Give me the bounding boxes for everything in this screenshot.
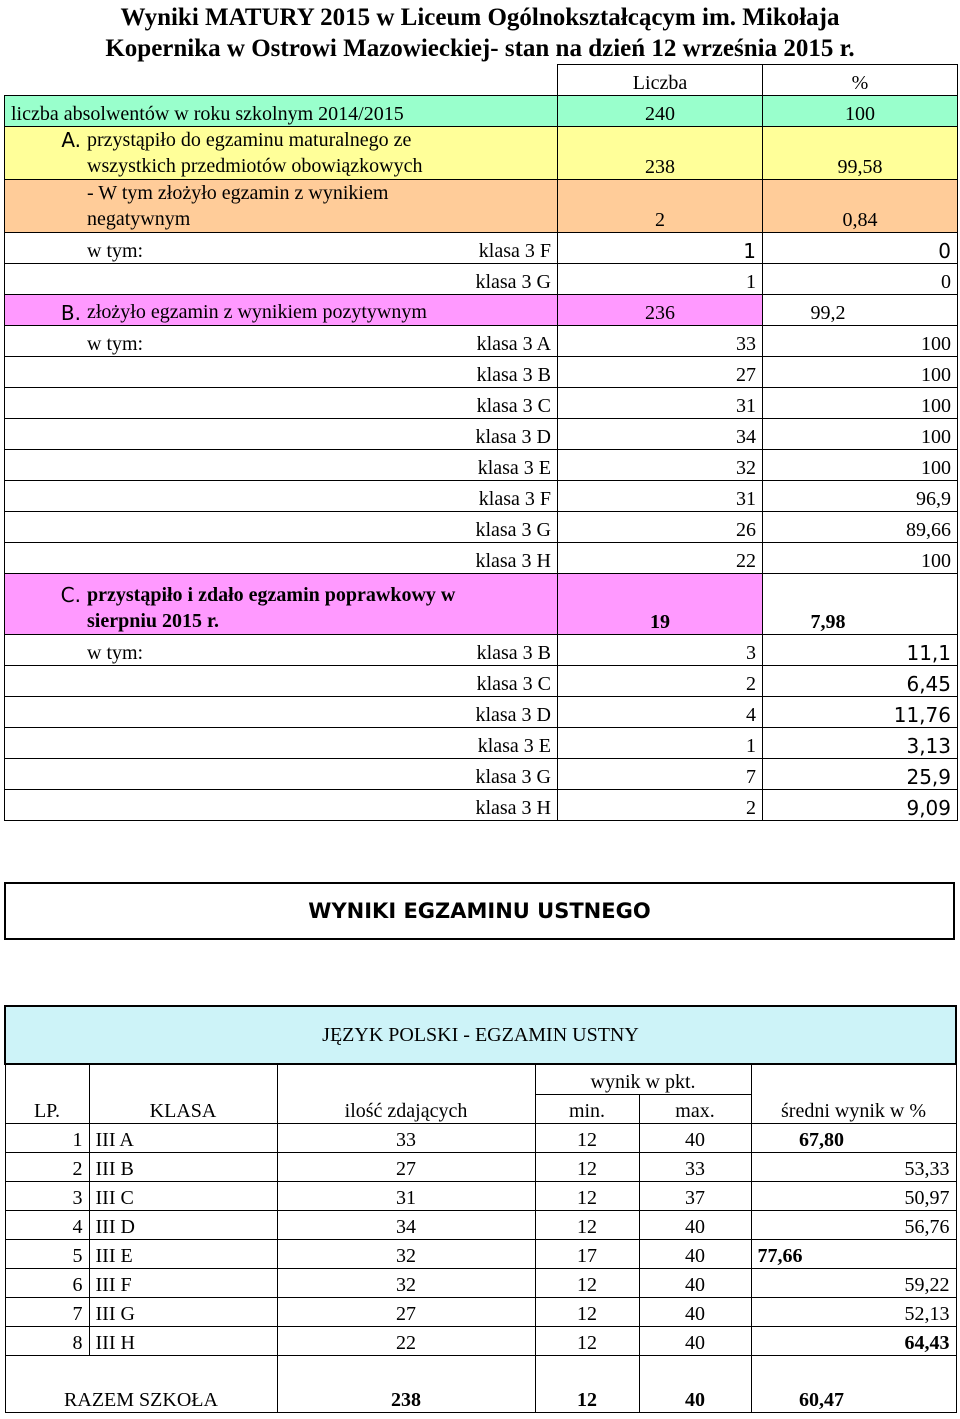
klasa-liczba: 2 bbox=[558, 666, 763, 697]
ilosc-cell: 32 bbox=[277, 1269, 535, 1298]
header-wynik: wynik w pkt. bbox=[535, 1064, 751, 1094]
klasa-cell: III F bbox=[89, 1269, 277, 1298]
sredni-cell: 50,97 bbox=[751, 1182, 956, 1211]
min-cell: 12 bbox=[535, 1182, 639, 1211]
lp-cell: 1 bbox=[5, 1124, 89, 1153]
min-cell: 17 bbox=[535, 1240, 639, 1269]
total-label: RAZEM SZKOŁA bbox=[5, 1356, 277, 1413]
max-cell: 37 bbox=[639, 1182, 751, 1211]
klasa-cell: III H bbox=[89, 1327, 277, 1356]
section-a-label: przystąpiło do egzaminu maturalnego ze wszystkich przedmiotów obowiązkowych bbox=[87, 129, 423, 177]
sredni-cell: 52,13 bbox=[751, 1298, 956, 1327]
sredni-cell: 77,66 bbox=[751, 1240, 956, 1269]
klasa-label: klasa 3 D bbox=[5, 697, 558, 728]
klasa-pct: 89,66 bbox=[763, 512, 958, 543]
pozytywny-class-row bbox=[5, 326, 958, 357]
klasa-liczba: 7 bbox=[558, 759, 763, 790]
klasa-pct: 100 bbox=[763, 419, 958, 450]
header-min: min. bbox=[535, 1094, 639, 1124]
sredni-cell: 59,22 bbox=[751, 1269, 956, 1298]
absolwenci-row bbox=[5, 96, 958, 127]
ilosc-cell: 34 bbox=[277, 1211, 535, 1240]
klasa-cell: III G bbox=[89, 1298, 277, 1327]
klasa-label: klasa 3 F bbox=[5, 481, 558, 512]
klasa-liczba: 26 bbox=[558, 512, 763, 543]
poprawkowy-class-row bbox=[5, 666, 958, 697]
poprawkowy-class-row bbox=[5, 790, 958, 821]
klasa-label: klasa 3 H bbox=[5, 790, 558, 821]
total-ilosc: 238 bbox=[277, 1356, 535, 1413]
lp-cell: 2 bbox=[5, 1153, 89, 1182]
klasa-pct: 6,45 bbox=[763, 666, 958, 697]
oral-row bbox=[5, 1327, 956, 1356]
section-b-row bbox=[5, 295, 958, 326]
header-lp: LP. bbox=[5, 1064, 89, 1124]
lp-cell: 7 bbox=[5, 1298, 89, 1327]
lp-cell: 6 bbox=[5, 1269, 89, 1298]
ilosc-cell: 31 bbox=[277, 1182, 535, 1211]
klasa-pct: 0 bbox=[763, 233, 958, 264]
klasa-label: klasa 3 G bbox=[5, 512, 558, 543]
klasa-liczba: 4 bbox=[558, 697, 763, 728]
negatywny-class-row bbox=[5, 264, 958, 295]
poprawkowy-class-row bbox=[5, 697, 958, 728]
klasa-label: klasa 3 B bbox=[5, 357, 558, 388]
klasa-liczba: 1 bbox=[558, 728, 763, 759]
section-a-marker: A. bbox=[61, 128, 81, 152]
klasa-liczba: 33 bbox=[558, 326, 763, 357]
header-pct: % bbox=[763, 65, 958, 96]
matura-summary-table bbox=[4, 64, 958, 821]
section-c-label: przystąpiło i zdało egzamin poprawkowy w sierpniu 2015 r. bbox=[87, 584, 456, 632]
klasa-pct: 9,09 bbox=[763, 790, 958, 821]
ilosc-cell: 32 bbox=[277, 1240, 535, 1269]
ilosc-cell: 22 bbox=[277, 1327, 535, 1356]
klasa-liczba: 34 bbox=[558, 419, 763, 450]
klasa-cell: III B bbox=[89, 1153, 277, 1182]
klasa-pct: 100 bbox=[763, 450, 958, 481]
min-cell: 12 bbox=[535, 1269, 639, 1298]
klasa-label: klasa 3 E bbox=[5, 728, 558, 759]
klasa-label: klasa 3 F bbox=[478, 240, 551, 262]
w-tym-label: w tym: bbox=[87, 642, 144, 664]
section-c-liczba: 19 bbox=[558, 574, 763, 635]
section-b-liczba: 236 bbox=[558, 295, 763, 326]
klasa-cell: III A bbox=[89, 1124, 277, 1153]
lp-cell: 8 bbox=[5, 1327, 89, 1356]
total-sredni: 60,47 bbox=[751, 1356, 956, 1413]
klasa-label: klasa 3 C bbox=[5, 666, 558, 697]
sredni-cell: 53,33 bbox=[751, 1153, 956, 1182]
klasa-label: klasa 3 A bbox=[476, 333, 551, 355]
negatywny-class-row bbox=[5, 233, 958, 264]
klasa-pct: 25,9 bbox=[763, 759, 958, 790]
klasa-cell: III E bbox=[89, 1240, 277, 1269]
klasa-liczba: 1 bbox=[558, 233, 763, 264]
klasa-pct: 100 bbox=[763, 357, 958, 388]
max-cell: 40 bbox=[639, 1327, 751, 1356]
oral-row bbox=[5, 1269, 956, 1298]
total-max: 40 bbox=[639, 1356, 751, 1413]
min-cell: 12 bbox=[535, 1327, 639, 1356]
max-cell: 40 bbox=[639, 1269, 751, 1298]
section-c-row bbox=[5, 574, 958, 635]
klasa-liczba: 31 bbox=[558, 481, 763, 512]
header-liczba: Liczba bbox=[558, 65, 763, 96]
klasa-label: klasa 3 D bbox=[5, 419, 558, 450]
ilosc-cell: 27 bbox=[277, 1153, 535, 1182]
section-b-marker: B. bbox=[60, 301, 81, 325]
header-klasa: KLASA bbox=[89, 1064, 277, 1124]
klasa-pct: 3,13 bbox=[763, 728, 958, 759]
w-tym-label: w tym: bbox=[87, 240, 144, 262]
negatywny-label: - W tym złożyło egzamin z wynikiem negatywnym bbox=[87, 182, 389, 230]
oral-row bbox=[5, 1240, 956, 1269]
oral-title-row bbox=[5, 1006, 956, 1064]
total-min: 12 bbox=[535, 1356, 639, 1413]
oral-row bbox=[5, 1124, 956, 1153]
w-tym-label: w tym: bbox=[87, 333, 144, 355]
klasa-liczba: 22 bbox=[558, 543, 763, 574]
oral-row bbox=[5, 1153, 956, 1182]
section-b-pct: 99,2 bbox=[763, 295, 958, 326]
pozytywny-class-row bbox=[5, 357, 958, 388]
pozytywny-class-row bbox=[5, 450, 958, 481]
header-sredni: średni wynik w % bbox=[751, 1064, 956, 1124]
pozytywny-class-row bbox=[5, 543, 958, 574]
section-a-row bbox=[5, 127, 958, 180]
oral-total-row bbox=[5, 1356, 956, 1413]
klasa-label: klasa 3 C bbox=[5, 388, 558, 419]
klasa-liczba: 2 bbox=[558, 790, 763, 821]
oral-table-title: JĘZYK POLSKI - EGZAMIN USTNY bbox=[5, 1006, 956, 1064]
poprawkowy-class-row bbox=[5, 635, 958, 666]
lp-cell: 4 bbox=[5, 1211, 89, 1240]
min-cell: 12 bbox=[535, 1298, 639, 1327]
klasa-pct: 11,1 bbox=[763, 635, 958, 666]
title-line-1: Wyniki MATURY 2015 w Liceum Ogólnokształcącym im. Mikołaja bbox=[120, 4, 840, 31]
klasa-cell: III C bbox=[89, 1182, 277, 1211]
klasa-liczba: 27 bbox=[558, 357, 763, 388]
klasa-pct: 100 bbox=[763, 543, 958, 574]
klasa-pct: 100 bbox=[763, 326, 958, 357]
sredni-cell: 56,76 bbox=[751, 1211, 956, 1240]
min-cell: 12 bbox=[535, 1124, 639, 1153]
klasa-cell: III D bbox=[89, 1211, 277, 1240]
header-ilosc: ilość zdających bbox=[277, 1064, 535, 1124]
klasa-liczba: 3 bbox=[558, 635, 763, 666]
section-a-liczba: 238 bbox=[558, 127, 763, 180]
pozytywny-class-row bbox=[5, 419, 958, 450]
max-cell: 40 bbox=[639, 1298, 751, 1327]
section-a-pct: 99,58 bbox=[763, 127, 958, 180]
max-cell: 40 bbox=[639, 1240, 751, 1269]
oral-header-row bbox=[5, 1064, 956, 1094]
sredni-cell: 67,80 bbox=[751, 1124, 956, 1153]
max-cell: 40 bbox=[639, 1211, 751, 1240]
klasa-pct: 11,76 bbox=[763, 697, 958, 728]
klasa-liczba: 1 bbox=[558, 264, 763, 295]
oral-row bbox=[5, 1182, 956, 1211]
sredni-cell: 64,43 bbox=[751, 1327, 956, 1356]
negatywny-row bbox=[5, 180, 958, 233]
klasa-label: klasa 3 G bbox=[5, 264, 558, 295]
ilosc-cell: 33 bbox=[277, 1124, 535, 1153]
oral-row bbox=[5, 1298, 956, 1327]
section-c-pct: 7,98 bbox=[763, 574, 958, 635]
section-b-label: złożyło egzamin z wynikiem pozytywnym bbox=[87, 301, 427, 323]
min-cell: 12 bbox=[535, 1211, 639, 1240]
section-c-marker: C. bbox=[60, 583, 81, 607]
ilosc-cell: 27 bbox=[277, 1298, 535, 1327]
absolwenci-liczba: 240 bbox=[558, 96, 763, 127]
klasa-pct: 96,9 bbox=[763, 481, 958, 512]
negatywny-liczba: 2 bbox=[558, 180, 763, 233]
max-cell: 40 bbox=[639, 1124, 751, 1153]
oral-exam-heading: WYNIKI EGZAMINU USTNEGO bbox=[4, 882, 955, 940]
klasa-label: klasa 3 B bbox=[476, 642, 551, 664]
poprawkowy-class-row bbox=[5, 759, 958, 790]
klasa-label: klasa 3 G bbox=[5, 759, 558, 790]
absolwenci-label: liczba absolwentów w roku szkolnym 2014/2015 bbox=[5, 96, 558, 127]
klasa-label: klasa 3 H bbox=[5, 543, 558, 574]
klasa-label: klasa 3 E bbox=[5, 450, 558, 481]
title-line-2: Kopernika w Ostrowi Mazowieckiej- stan na dzień 12 września 2015 r. bbox=[105, 35, 855, 62]
lp-cell: 3 bbox=[5, 1182, 89, 1211]
document-title bbox=[0, 2, 960, 64]
klasa-pct: 0 bbox=[763, 264, 958, 295]
min-cell: 12 bbox=[535, 1153, 639, 1182]
pozytywny-class-row bbox=[5, 512, 958, 543]
header-row bbox=[5, 65, 958, 96]
klasa-liczba: 31 bbox=[558, 388, 763, 419]
oral-row bbox=[5, 1211, 956, 1240]
max-cell: 33 bbox=[639, 1153, 751, 1182]
pozytywny-class-row bbox=[5, 481, 958, 512]
poprawkowy-class-row bbox=[5, 728, 958, 759]
lp-cell: 5 bbox=[5, 1240, 89, 1269]
klasa-liczba: 32 bbox=[558, 450, 763, 481]
polish-oral-table bbox=[4, 1005, 957, 1413]
negatywny-pct: 0,84 bbox=[763, 180, 958, 233]
absolwenci-pct: 100 bbox=[763, 96, 958, 127]
klasa-pct: 100 bbox=[763, 388, 958, 419]
header-max: max. bbox=[639, 1094, 751, 1124]
pozytywny-class-row bbox=[5, 388, 958, 419]
